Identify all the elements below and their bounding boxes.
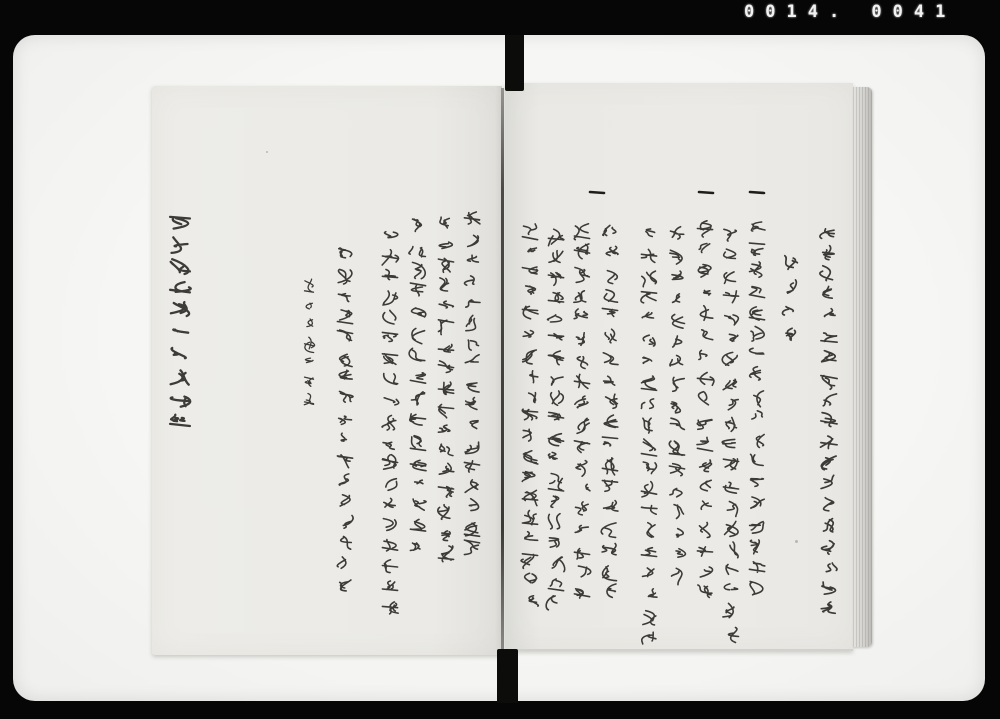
manuscript-column <box>571 222 593 608</box>
item-marker <box>749 186 765 198</box>
manuscript-column <box>407 218 429 560</box>
date-column <box>298 276 320 412</box>
dust-speck <box>266 151 268 153</box>
manuscript-column <box>638 225 660 650</box>
manuscript-column <box>746 218 768 600</box>
manuscript-column <box>435 215 457 565</box>
manuscript-column <box>461 210 483 560</box>
manuscript-column <box>519 222 541 612</box>
binding-clamp-top <box>505 35 524 91</box>
opening-column <box>818 222 840 622</box>
item-marker <box>589 186 605 198</box>
page-edge-stack <box>853 87 872 647</box>
manuscript-column <box>334 246 356 595</box>
book-title-column <box>169 213 191 432</box>
manuscript-column <box>599 222 621 605</box>
frame-counter: 0014. 0041 <box>744 2 957 22</box>
manuscript-column <box>694 218 716 605</box>
dust-speck <box>795 540 798 543</box>
manuscript-column <box>379 226 401 620</box>
item-marker <box>698 186 714 198</box>
section-heading-column <box>780 252 802 348</box>
manuscript-column <box>545 226 567 615</box>
manuscript-column <box>720 226 742 645</box>
manuscript-column <box>666 226 688 588</box>
binding-gutter <box>501 88 504 652</box>
binding-clamp-bottom <box>497 649 518 703</box>
